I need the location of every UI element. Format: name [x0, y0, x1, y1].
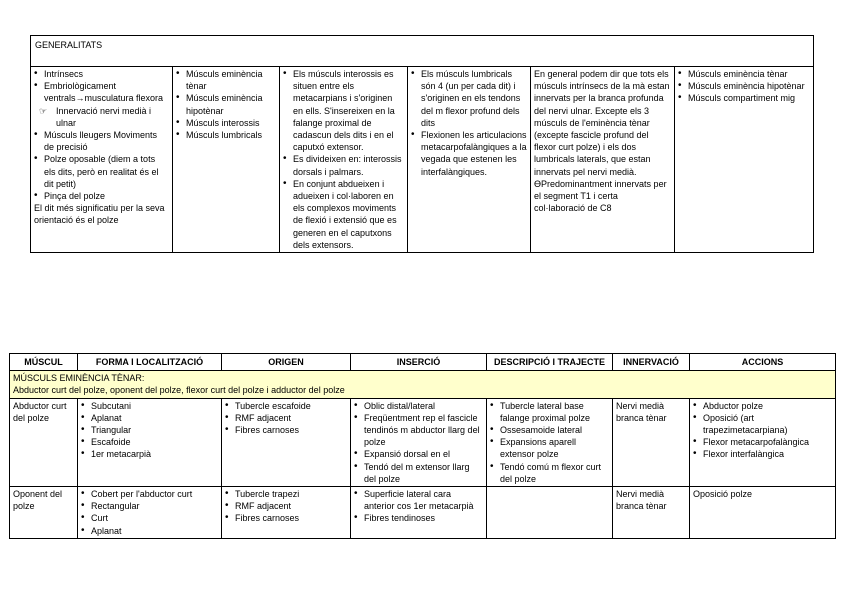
generalitats-col6 — [675, 67, 814, 253]
innervation-paragraph: En general podem dir que tots els músculs intrínsecs de la mà estan innervats per la branca profunda del nervi ulnar. Excepte els 3 músculs de l'eminència tènar (excepte fascicle profund del flexor curt polze) i els dos lumbricals laterals, que estan innervats pel nervi medià. — [534, 69, 670, 177]
list-item: • Embriològicament ventrals→musculatura flexora — [34, 80, 169, 104]
list-item: • Fibres carnoses — [225, 424, 347, 436]
header-descripcio: DESCRIPCIÓ I TRAJECTE — [487, 354, 613, 371]
list-item: • Ossesamoide lateral — [490, 424, 609, 436]
list-item: El dit més significatiu per la seva orientació és el polze — [34, 203, 165, 226]
innervation-cell: Nervi medià branca tènar — [613, 487, 690, 539]
generalitats-col3 — [280, 67, 408, 253]
header-forma: FORMA I LOCALITZACIÓ — [78, 354, 222, 371]
list-item: • Flexor interfalàngica — [693, 448, 832, 460]
list-item: • Es divideixen en: interossis dorsals i palmars. — [283, 153, 404, 177]
generalitats-col4 — [408, 67, 531, 253]
list-item: • Curt — [81, 512, 218, 524]
header-muscul: MÚSCUL — [10, 354, 78, 371]
segment-paragraph: ӨPredominantment innervats per el segment T1 i certa col·laboració de C8 — [534, 178, 667, 214]
muscle-name: Oponent del polze — [10, 487, 78, 539]
header-origen: ORIGEN — [222, 354, 351, 371]
generalitats-col5 — [531, 67, 675, 253]
header-row — [10, 354, 836, 371]
generalitats-col1 — [31, 67, 173, 253]
generalitats-table — [30, 35, 814, 253]
generalitats-col2 — [173, 67, 280, 253]
muscle-name: Abductor curt del polze — [10, 398, 78, 486]
generalitats-title: GENERALITATS — [31, 36, 814, 67]
list-item: • Abductor polze — [693, 400, 832, 412]
list-item: • Músculs eminència tènar — [678, 68, 810, 80]
list-item: • Aplanat — [81, 525, 218, 537]
list-item: • Fibres carnoses — [225, 512, 347, 524]
list-item: • RMF adjacent — [225, 412, 347, 424]
list-item: • Polze oposable (diem a tots els dits, però en realitat és el dit petit) — [34, 153, 169, 190]
list-item: • Músculs eminència hipotènar — [176, 92, 276, 116]
list-item: • Rectangular — [81, 500, 218, 512]
actions-cell: Oposició polze — [690, 487, 836, 539]
muscles-table — [9, 353, 836, 539]
list-item: • Aplanat — [81, 412, 218, 424]
list-item: • Músculs compartiment mig — [678, 92, 810, 104]
table-row — [10, 398, 836, 486]
list-item: • Oblic distal/lateral — [354, 400, 483, 412]
list-item: • Flexionen les articulacions metacarpofalàngiques a la vegada que estenen les interfalàngiques. — [411, 129, 527, 178]
list-item: • RMF adjacent — [225, 500, 347, 512]
list-item: • Subcutani — [81, 400, 218, 412]
list-item: • Freqüentment rep el fascicle tendinós m abductor llarg del polze — [354, 412, 483, 449]
list-item: • Escafoide — [81, 436, 218, 448]
list-item: • Tubercle trapezi — [225, 488, 347, 500]
list-item: • Músculs eminència hipotènar — [678, 80, 810, 92]
pointing-hand-icon: ☞ — [39, 105, 48, 116]
table-row — [10, 487, 836, 539]
list-item: • Tendó del m extensor llarg del polze — [354, 461, 483, 485]
header-accions: ACCIONS — [690, 354, 836, 371]
list-item: ☞ Innervació nervi medià i ulnar — [39, 105, 152, 128]
innervation-cell: Nervi medià branca tènar — [613, 398, 690, 486]
header-innervacio: INNERVACIÓ — [613, 354, 690, 371]
list-item: • Intrínsecs — [34, 68, 169, 80]
list-item: • Expansió dorsal en el — [354, 448, 483, 460]
list-item: • Pinça del polze — [34, 190, 169, 202]
list-item: • Músculs eminència tènar — [176, 68, 276, 92]
list-item: • Triangular — [81, 424, 218, 436]
list-item: • Músculs lumbricals — [176, 129, 276, 141]
list-item: • Els músculs interossis es situen entre els metacarpians i s'originen en ells. S'insereixen en la falange proximal de cadascun dels dits i en el caputxó extensor. — [283, 68, 404, 153]
list-item: • Els músculs lumbricals són 4 (un per cada dit) i s'originen en els tendons del m flexor profund dels dits — [411, 68, 527, 129]
list-item: • Cobert per l'abductor curt — [81, 488, 218, 500]
list-item: • Tubercle escafoide — [225, 400, 347, 412]
list-item: • En conjunt abdueixen i adueixen i col·laboren en els complexos moviments de flexió i extensió que es generen en el caputxons dels extensors. — [283, 178, 404, 251]
list-item: • 1er metacarpià — [81, 448, 218, 460]
list-item: • Músculs interossis — [176, 117, 276, 129]
list-item: • Oposició (art trapezimetacarpiana) — [693, 412, 832, 436]
list-item: • Superficie lateral cara anterior cos 1er metacarpià — [354, 488, 483, 512]
list-item: • Músculs lleugers Moviments de precisió — [34, 129, 169, 153]
header-insercio: INSERCIÓ — [351, 354, 487, 371]
list-item: • Tubercle lateral base falange proximal polze — [490, 400, 609, 424]
list-item: • Flexor metacarpofalàngica — [693, 436, 832, 448]
list-item: • Tendó comú m flexor curt del polze — [490, 461, 609, 485]
description-cell — [487, 487, 613, 539]
list-item: • Fibres tendinoses — [354, 512, 483, 524]
list-item: • Expansions aparell extensor polze — [490, 436, 609, 460]
section-title: MÚSCULS EMINÈNCIA TÈNAR: Abductor curt del polze, oponent del polze, flexor curt del polze i adductor del polze — [10, 371, 836, 398]
